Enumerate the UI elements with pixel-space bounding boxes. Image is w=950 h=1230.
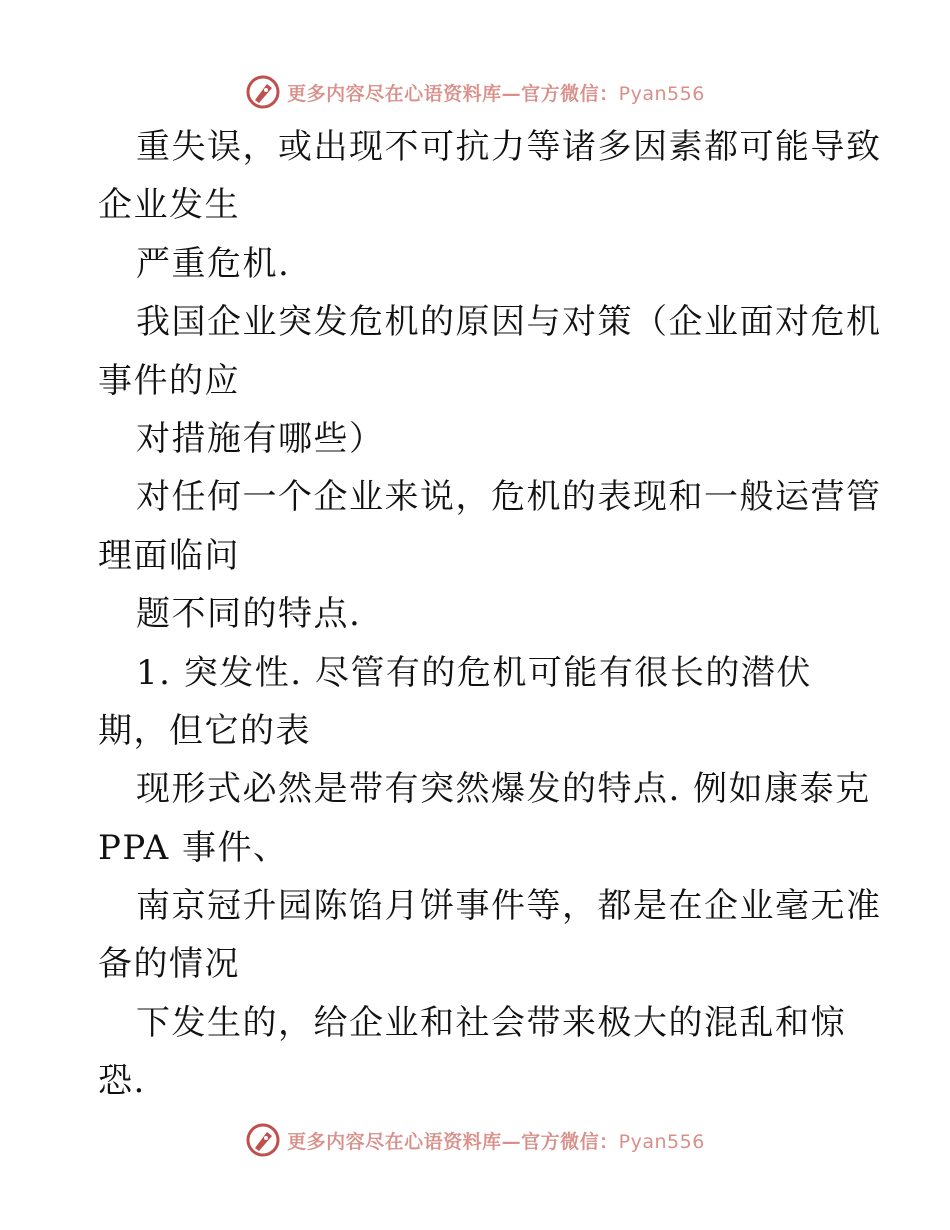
text-line: 现形式必然是带有突然爆发的特点. 例如康泰克	[136, 769, 871, 810]
text-line: 严重危机.	[136, 243, 291, 284]
document-body	[98, 118, 882, 1111]
text-line: 事件的应	[98, 360, 240, 401]
header-watermark	[0, 72, 950, 112]
text-line: 对任何一个企业来说，危机的表现和一般运营管	[136, 477, 882, 518]
text-line: 重失误，或出现不可抗力等诸多因素都可能导致	[136, 127, 882, 167]
text-line: 理面临问	[98, 535, 240, 576]
text-line: 1. 突发性. 尽管有的危机可能有很长的潜伏	[136, 652, 812, 693]
watermark-text: 更多内容尽在心语资料库—官方微信：Pyan556	[287, 82, 705, 105]
footer-watermark	[0, 1120, 950, 1160]
text-line: 恐.	[98, 1061, 146, 1102]
text-line: 下发生的，给企业和社会带来极大的混乱和惊	[136, 1002, 846, 1043]
text-line: 我国企业突发危机的原因与对策（企业面对危机	[136, 302, 882, 343]
text-line: 企业发生	[98, 185, 240, 226]
watermark-text: 更多内容尽在心语资料库—官方微信：Pyan556	[287, 1130, 705, 1153]
text-line: 备的情况	[98, 944, 240, 985]
pen-nib-logo-icon	[245, 74, 281, 110]
text-line: 题不同的特点.	[136, 594, 362, 635]
text-line: 对措施有哪些）	[136, 418, 385, 459]
pen-nib-logo-icon	[245, 1122, 281, 1158]
text-line: 期，但它的表	[98, 710, 311, 751]
text-line: PPA 事件、	[98, 827, 289, 868]
text-line: 南京冠升园陈馅月饼事件等，都是在企业毫无准	[136, 886, 882, 927]
